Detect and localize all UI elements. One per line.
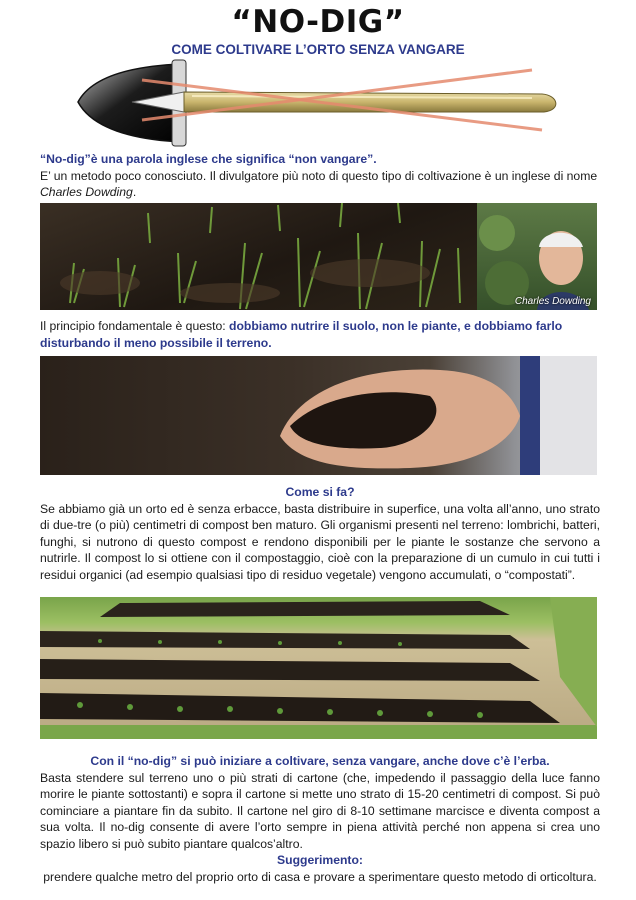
shovel-illustration	[72, 58, 572, 150]
intro-heading: “No-dig”è una parola inglese che significa “non vangare”.	[40, 152, 377, 166]
tip-section	[40, 852, 600, 885]
grass-section	[40, 753, 600, 853]
charles-dowding-portrait	[477, 203, 597, 310]
portrait-drawing	[477, 203, 597, 310]
principle-paragraph: Il principio fondamentale è questo: dobbiamo nutrire il suolo, non le piante, e dobbiamo farlo disturbando il meno possibile il terreno.	[40, 319, 563, 350]
compost-hands-photo	[40, 356, 597, 475]
beds-drawing	[40, 597, 597, 739]
page-subtitle: COME COLTIVARE L’ORTO SENZA VANGARE	[171, 42, 465, 57]
tip-heading: Suggerimento:	[277, 853, 363, 867]
how-section	[40, 484, 600, 584]
seedlings-drawing	[40, 203, 477, 310]
intro-paragraph	[40, 151, 600, 201]
how-text: Se abbiamo già un orto ed è senza erbacce, basta distribuire in superfice, una volta all’anno, uno strato di due-tre (o più) centimetri di compost ben maturo. Gli organismi presenti nel terreno: lombrichi, batteri, funghi, si nutrono di questo compost e rendono disponibili per le piante le sostanze che servono a nutrirle. Il compost lo si ottiene con il compostaggio, cioè con la preparazione di un cumulo in cui tutti i residui organici (ad esempio qualsiasi tipo di residuo vegetale) vengono accumulati, o “compostati”.	[40, 501, 600, 582]
tip-text: prendere qualche metro del proprio orto di casa e provare a sperimentare questo metodo di orticoltura.	[43, 869, 597, 884]
no-dig-beds-photo	[40, 597, 597, 739]
page-title: “NO-DIG”	[231, 4, 405, 40]
how-heading: Come si fa?	[285, 485, 355, 499]
hands-drawing	[40, 356, 597, 475]
intro-text: E’ un metodo poco conosciuto. Il divulgatore più noto di questo tipo di coltivazione è un inglese di nome Charles Dowding.	[40, 168, 598, 200]
grass-text: Basta stendere sul terreno uno o più strati di cartone (che, impedendo il passaggio della luce fanno morire le piante sottostanti) e sopra il cartone si mette uno strato di 15-20 centimetri di compost. Si può cominciare a piantare fin da subito. Il cartone nel giro di 8-10 settimane marcisce e diventa compost a sua volta. Il no-dig consente di avere l’orto sempre in piena attività perché non appena si crea uno spazio libero si può subito piantare qualcos’altro.	[40, 770, 600, 851]
grass-heading: Con il “no-dig” si può iniziare a coltivare, senza vangare, anche dove c’è l’erba.	[90, 754, 550, 768]
photo-caption: Charles Dowding	[514, 296, 591, 307]
garden-bed-photo	[40, 203, 477, 310]
